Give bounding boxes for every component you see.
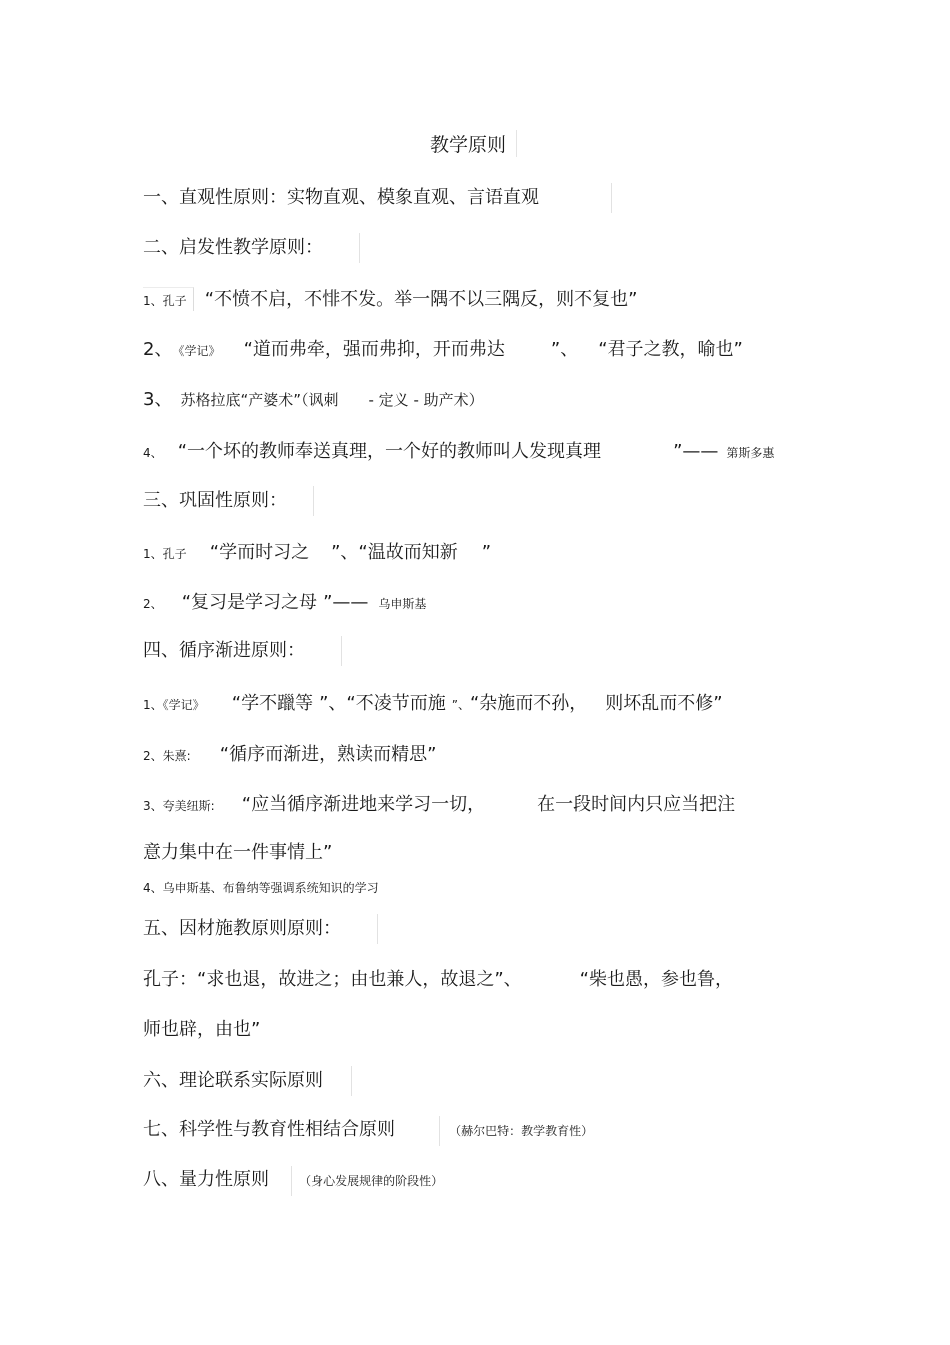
section-4-item-3-continued: 意力集中在一件事情上”: [143, 842, 333, 863]
divider: [377, 914, 378, 944]
section-5-quote: 孔子：“求也退，故进之；由也兼人，故退之”、 “柴也愚，参也鲁，: [143, 969, 733, 990]
section-6-heading: 六、理论联系实际原则: [143, 1066, 352, 1096]
section-4-item-4: 4、乌申斯基、布鲁纳等强调系统知识的学习: [143, 881, 379, 895]
section-7-note: （赫尔巴特：教学教育性）: [449, 1124, 594, 1138]
divider: [351, 1066, 352, 1096]
section-4-item-1: 1、《学记》 “学不躐等 ”、“不凌节而施 ”、“杂施而不孙， 则坏乱而不修”: [143, 693, 723, 714]
section-2-item-4: 4、 “一个坏的教师奉送真理，一个好的教师叫人发现真理 ”—— 第斯多惠: [143, 441, 775, 462]
section-1-heading: 一、直观性原则：实物直观、模象直观、言语直观: [143, 183, 612, 213]
section-3-heading: 三、巩固性原则：: [143, 486, 314, 516]
section-2-item-2: 2、 《学记》 “道而弗牵，强而弗抑，开而弗达 ”、 “君子之教，喻也”: [143, 339, 743, 360]
page-title: 教学原则: [430, 130, 517, 157]
section-3-item-1: 1、孔子 “学而时习之 ”、“温故而知新 ”: [143, 542, 492, 563]
section-3-item-2: 2、 “复习是学习之母 ”—— 乌申斯基: [143, 592, 427, 613]
divider: [439, 1116, 440, 1146]
section-8-heading: 八、量力性原则 （身心发展规律的阶段性）: [143, 1165, 443, 1196]
section-2-heading: 二、启发性教学原则：: [143, 233, 360, 263]
section-4-item-3: 3、夸美纽斯: “应当循序渐进地来学习一切， 在一段时间内只应当把注: [143, 794, 736, 815]
section-5-quote-continued: 师也辟，由也”: [143, 1019, 261, 1040]
divider: [359, 233, 360, 263]
section-5-heading: 五、因材施教原则原则：: [143, 914, 378, 944]
section-4-heading: 四、循序渐进原则：: [143, 636, 342, 666]
section-4-item-2: 2、朱熹: “循序而渐进，熟读而精思”: [143, 744, 437, 765]
divider: [313, 486, 314, 516]
section-8-note: （身心发展规律的阶段性）: [299, 1174, 444, 1188]
divider: [291, 1166, 292, 1196]
divider: [341, 636, 342, 666]
divider: [611, 183, 612, 213]
section-2-item-1: 1、孔子 “不愤不启，不悱不发。举一隅不以三隅反，则不复也”: [143, 289, 638, 310]
section-2-item-3: 3、 苏格拉底“产婆术”（讽刺 - 定义 - 助产术）: [143, 389, 484, 410]
section-7-heading: 七、科学性与教育性相结合原则 （赫尔巴特：教学教育性）: [143, 1115, 593, 1146]
